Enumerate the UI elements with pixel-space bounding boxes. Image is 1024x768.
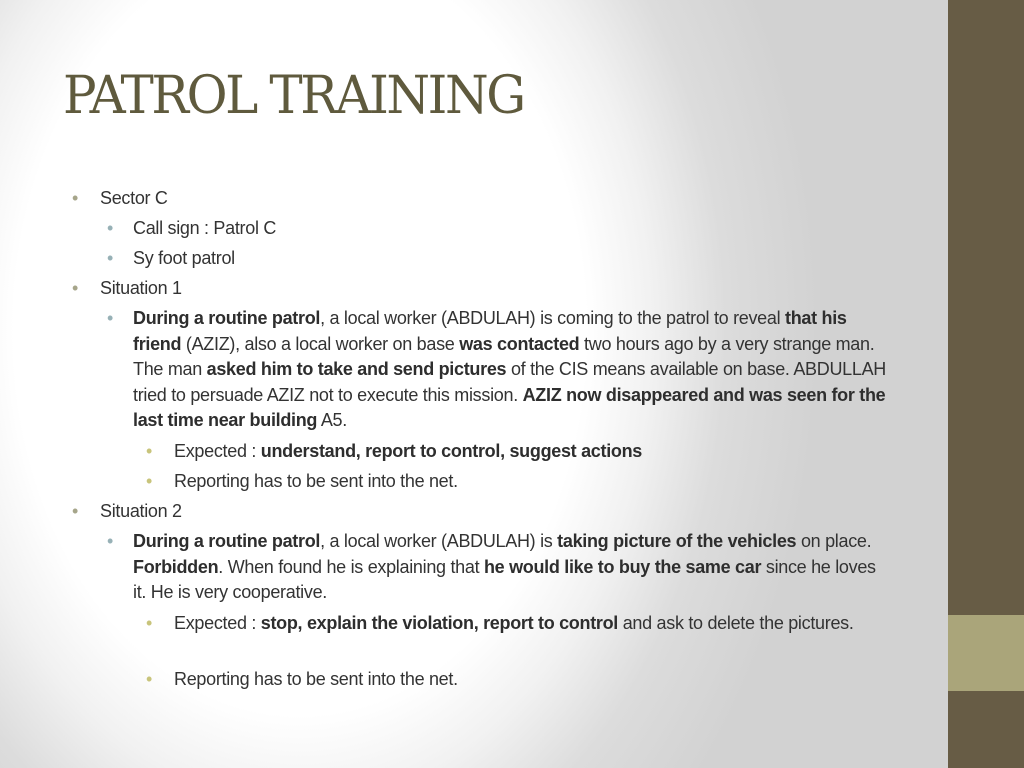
bullet-icon: • <box>72 501 79 521</box>
s2-text-4: on place. <box>796 531 872 551</box>
bullet-icon: • <box>146 669 153 689</box>
bullet-icon: • <box>72 188 79 208</box>
bullet-icon: • <box>107 248 114 268</box>
s2-text-5: Forbidden <box>133 556 219 577</box>
sidebar-accent-block <box>948 615 1024 691</box>
bullet-situation-2 <box>72 499 182 525</box>
s1-text-2: , a local worker (ABDULAH) is coming to the patrol to reveal <box>320 308 785 328</box>
s1-expected-label: Expected : <box>174 441 261 461</box>
s1-text-5: was contacted <box>459 333 580 354</box>
situation-2-reporting <box>146 667 884 693</box>
s2-text-6: . When found he is explaining that <box>218 556 484 577</box>
bullet-icon: • <box>107 308 114 328</box>
slide-title: PATROL TRAINING <box>63 66 524 126</box>
bullet-patrol-type <box>107 246 893 272</box>
s1-text-1: During a routine patrol <box>133 308 321 328</box>
s2-text-7: he would like to buy the same car <box>483 556 762 577</box>
s1-text-6: two hours ago by a very strange man. The man <box>133 333 875 379</box>
bullet-call-sign <box>107 216 893 242</box>
s1-text-9: AZIZ now disappeared and was seen for the last time near building <box>133 384 886 430</box>
s2-expected-actions: stop, explain the violation, report to control <box>260 613 618 633</box>
situation-1-reporting <box>146 469 884 495</box>
s1-text-7: asked him to take and send pictures <box>206 359 507 379</box>
bullet-icon: • <box>107 218 114 238</box>
s2-text-2: , a local worker (ABDULAH) is <box>320 531 558 551</box>
s2-text-8: since he loves it. He is very cooperative. <box>133 556 876 602</box>
bullet-icon: • <box>146 613 153 633</box>
s2-text-1: During a routine patrol <box>133 531 321 551</box>
situation-1-heading: Situation 1 <box>100 278 182 298</box>
bullet-icon: • <box>146 441 153 461</box>
sector-text: Sector C <box>100 188 168 208</box>
s1-text-3: that his friend <box>133 308 847 354</box>
bullet-icon: • <box>107 531 114 551</box>
s1-text-4: (AZIZ), also a local worker on base <box>181 333 460 354</box>
situation-2-expected <box>146 611 884 637</box>
situation-1-description <box>107 306 893 434</box>
situation-2-description <box>107 529 893 606</box>
bullet-icon: • <box>146 471 153 491</box>
bullet-situation-1 <box>72 276 182 302</box>
s1-expected-actions: understand, report to control, suggest actions <box>260 441 642 461</box>
s1-reporting-text: Reporting has to be sent into the net. <box>174 471 458 491</box>
s2-reporting-text: Reporting has to be sent into the net. <box>174 669 458 689</box>
patrol-type-text: Sy foot patrol <box>133 248 235 268</box>
s1-text-8: of the CIS means available on base. ABDULLAH tried to persuade AZIZ not to execute this mission. <box>133 359 886 405</box>
s2-expected-tail: and ask to delete the pictures. <box>618 613 854 633</box>
s2-expected-label: Expected : <box>174 613 261 633</box>
s2-text-3: taking picture of the vehicles <box>557 531 797 551</box>
situation-1-expected <box>146 439 884 465</box>
s1-text-10: A5. <box>317 410 347 430</box>
bullet-icon: • <box>72 278 79 298</box>
bullet-sector <box>72 186 168 212</box>
situation-2-heading: Situation 2 <box>100 501 182 521</box>
call-sign-text: Call sign : Patrol C <box>133 218 277 238</box>
